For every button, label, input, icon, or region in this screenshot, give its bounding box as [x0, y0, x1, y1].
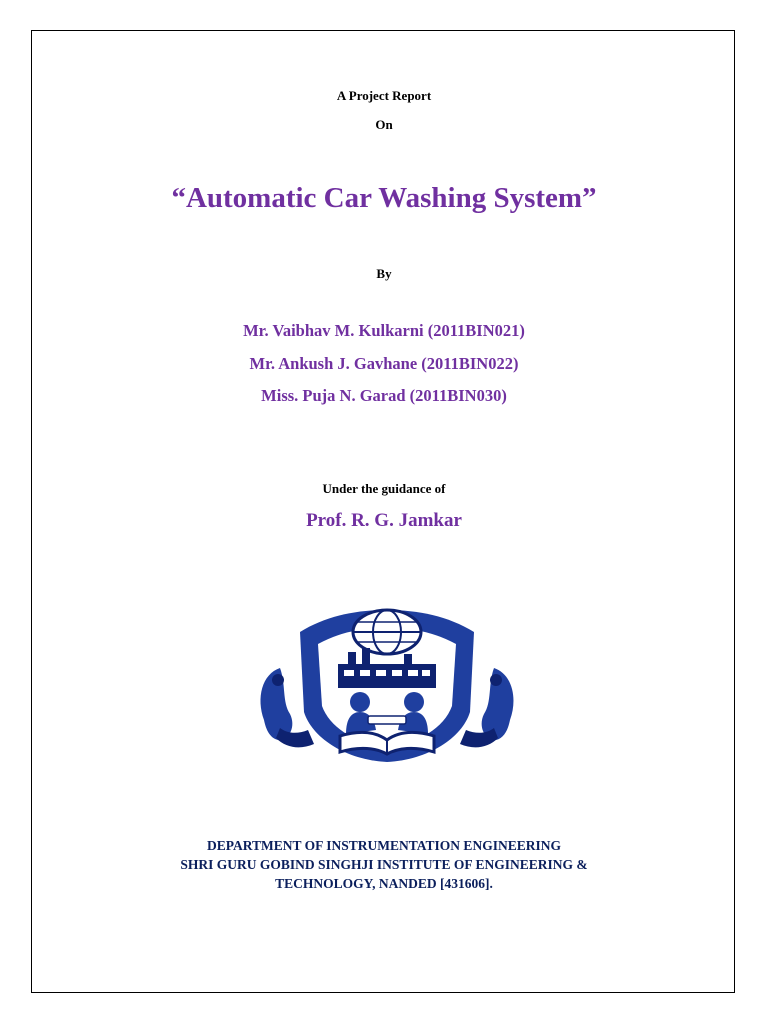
guidance-label: Under the guidance of: [322, 481, 446, 496]
location-line: TECHNOLOGY, NANDED [431606].: [275, 876, 493, 891]
department-line: DEPARTMENT OF INSTRUMENTATION ENGINEERING: [207, 838, 561, 853]
author-2: Mr. Ankush J. Gavhane (2011BIN022): [249, 354, 519, 373]
author-3: Miss. Puja N. Garad (2011BIN030): [261, 386, 507, 405]
institute-line: SHRI GURU GOBIND SINGHJI INSTITUTE OF ENGINEERING &: [180, 857, 588, 872]
author-1: Mr. Vaibhav M. Kulkarni (2011BIN021): [243, 321, 525, 340]
guide-name: Prof. R. G. Jamkar: [306, 510, 462, 531]
report-by: By: [376, 266, 392, 281]
report-title: “Automatic Car Washing System”: [171, 182, 597, 214]
report-intro: A Project Report: [336, 88, 432, 103]
institute-emblem-icon: [256, 602, 518, 772]
report-on: On: [375, 117, 393, 132]
